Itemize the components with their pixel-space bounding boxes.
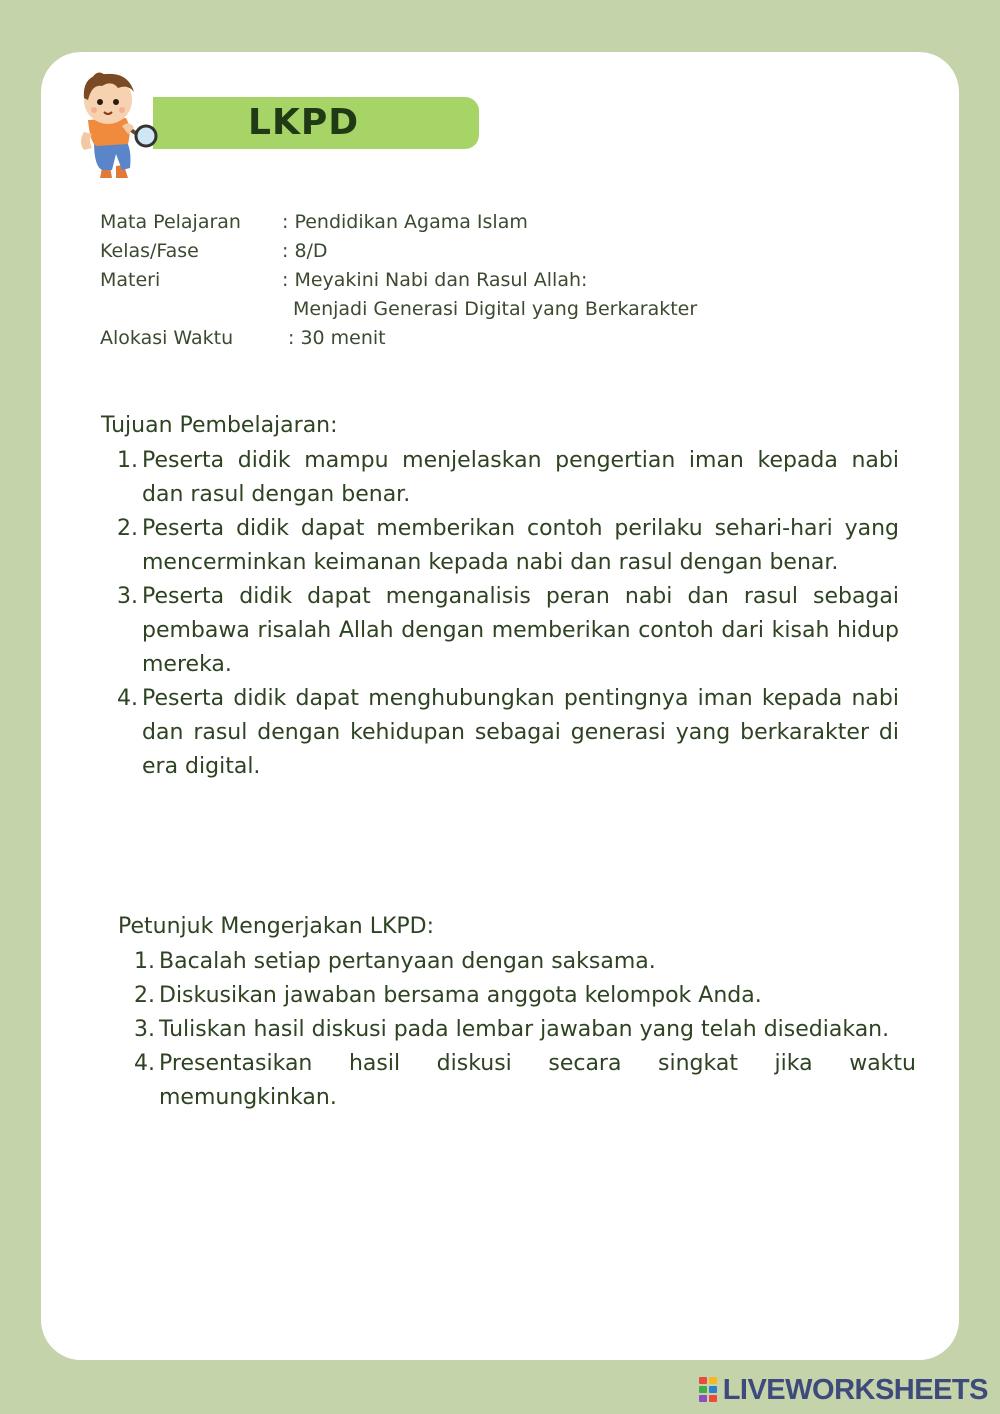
list-item <box>100 682 899 784</box>
item-number: 1. <box>134 949 155 974</box>
liveworksheets-logo-text: LIVEWORKSHEETS <box>722 1373 988 1406</box>
info-label: Kelas/Fase <box>100 240 199 262</box>
list-item <box>100 580 899 682</box>
item-text: Peserta didik mampu menjelaskan pengertian iman kepada nabi dan rasul dengan benar. <box>142 448 899 507</box>
info-label: Materi <box>100 269 161 291</box>
tujuan-list <box>100 444 899 784</box>
info-row-materi <box>100 266 860 295</box>
item-number: 3. <box>117 584 138 609</box>
info-row-kelas-fase <box>100 237 860 266</box>
list-item <box>100 512 899 580</box>
item-number: 2. <box>134 983 155 1008</box>
info-value: : 30 menit <box>288 327 386 349</box>
item-text: Presentasikan hasil diskusi secara singkat jika waktu memungkinkan. <box>159 1051 916 1110</box>
page-title: LKPD <box>248 102 360 143</box>
tujuan-heading: Tujuan Pembelajaran: <box>101 413 338 438</box>
liveworksheets-logo-icon <box>699 1377 719 1403</box>
info-value: : Meyakini Nabi dan Rasul Allah: <box>282 269 588 291</box>
list-item <box>117 945 916 979</box>
info-value: : Pendidikan Agama Islam <box>282 211 528 233</box>
item-text: Diskusikan jawaban bersama anggota kelompok Anda. <box>159 983 762 1008</box>
item-text: Bacalah setiap pertanyaan dengan saksama. <box>159 949 656 974</box>
info-row-alokasi-waktu <box>100 324 860 353</box>
item-number: 4. <box>134 1051 155 1076</box>
info-block <box>100 208 860 353</box>
liveworksheets-logo[interactable] <box>699 1372 988 1408</box>
list-item <box>117 1047 916 1115</box>
item-number: 1. <box>117 448 138 473</box>
info-row-mata-pelajaran <box>100 208 860 237</box>
item-text: Peserta didik dapat memberikan contoh perilaku sehari-hari yang mencerminkan keimanan kepada nabi dan rasul dengan benar. <box>142 516 899 575</box>
item-number: 4. <box>117 686 138 711</box>
item-number: 3. <box>134 1017 155 1042</box>
list-item <box>117 1013 916 1047</box>
boy-with-magnifier-icon <box>72 70 164 180</box>
info-value: Menjadi Generasi Digital yang Berkarakter <box>293 298 698 320</box>
list-item <box>117 979 916 1013</box>
info-value: : 8/D <box>282 240 328 262</box>
info-label: Mata Pelajaran <box>100 211 241 233</box>
item-text: Peserta didik dapat menghubungkan pentingnya iman kepada nabi dan rasul dengan kehidupan sebagai generasi yang berkarakter di era digital. <box>142 686 899 779</box>
item-text: Tuliskan hasil diskusi pada lembar jawaban yang telah disediakan. <box>159 1017 890 1042</box>
info-label: Alokasi Waktu <box>100 327 234 349</box>
info-row-materi-continued <box>100 295 860 324</box>
list-item <box>100 444 899 512</box>
petunjuk-heading: Petunjuk Mengerjakan LKPD: <box>118 914 434 939</box>
item-text: Peserta didik dapat menganalisis peran nabi dan rasul sebagai pembawa risalah Allah dengan memberikan contoh dari kisah hidup mereka. <box>142 584 899 677</box>
item-number: 2. <box>117 516 138 541</box>
petunjuk-list <box>117 945 916 1115</box>
